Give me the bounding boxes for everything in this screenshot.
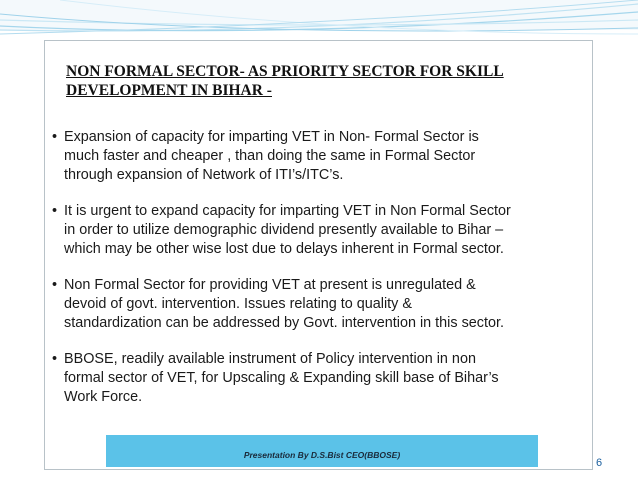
- bullet-text-line: through expansion of Network of ITI’s/ITC’s.: [64, 167, 344, 183]
- slide-title: [66, 62, 586, 100]
- page-number: 6: [596, 457, 603, 469]
- bullet-text-line: Non Formal Sector for providing VET at present is unregulated &: [64, 277, 476, 293]
- title-line: NON FORMAL SECTOR- AS PRIORITY SECTOR FOR SKILL: [66, 63, 504, 80]
- bullet-text-line: much faster and cheaper , than doing the same in Formal Sector: [64, 148, 476, 164]
- bullet-icon: •: [52, 351, 58, 367]
- bullet-icon: •: [52, 277, 58, 293]
- title-line: DEVELOPMENT IN BIHAR -: [66, 82, 272, 99]
- footer-bar: [106, 435, 538, 467]
- bullet-list: [50, 128, 585, 424]
- bullet-text-line: It is urgent to expand capacity for imparting VET in Non Formal Sector: [64, 203, 511, 219]
- bullet-item: [50, 202, 585, 259]
- bullet-text-line: formal sector of VET, for Upscaling & Expanding skill base of Bihar’s: [64, 370, 499, 386]
- footer-text: Presentation By D.S.Bist CEO(BBOSE): [243, 450, 401, 460]
- bullet-text-line: standardization can be addressed by Govt. intervention in this sector.: [64, 315, 504, 331]
- bullet-icon: •: [52, 129, 58, 145]
- bullet-text-line: which may be other wise lost due to delays inherent in Formal sector.: [64, 241, 504, 257]
- bullet-item: [50, 350, 585, 407]
- bullet-text-line: Expansion of capacity for imparting VET in Non- Formal Sector is: [64, 129, 479, 145]
- bullet-icon: •: [52, 203, 58, 219]
- bullet-text-line: Work Force.: [64, 389, 143, 405]
- bullet-text-line: devoid of govt. intervention. Issues relating to quality &: [64, 296, 412, 312]
- bullet-text-line: BBOSE, readily available instrument of Policy intervention in non: [64, 351, 476, 367]
- bullet-text-line: in order to utilize demographic dividend presently available to Bihar –: [64, 222, 504, 238]
- bullet-item: [50, 128, 585, 185]
- bullet-item: [50, 276, 585, 333]
